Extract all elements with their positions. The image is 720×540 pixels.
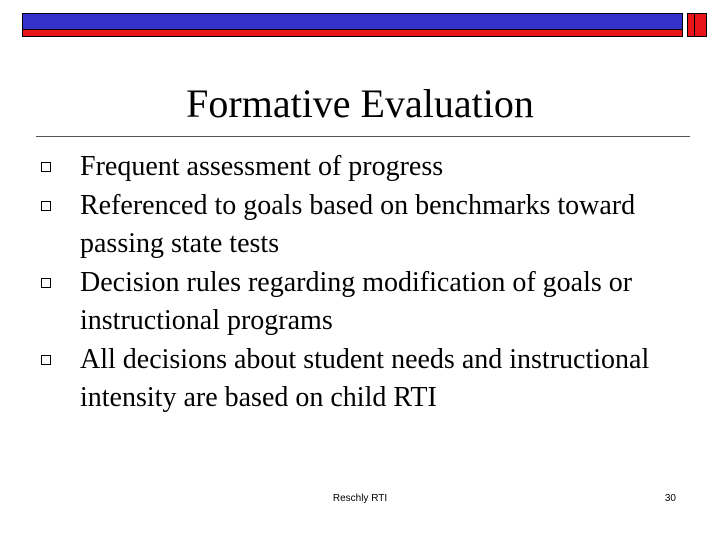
hollow-square-icon (41, 162, 51, 172)
header-blue-bar (22, 13, 683, 30)
bullet-list (36, 148, 696, 418)
header-corner-square (687, 13, 707, 37)
footer-label: Reschly RTI (332, 493, 388, 504)
bullet-text: Frequent assessment of progress (80, 151, 444, 182)
header-red-bar (22, 30, 683, 37)
bullet-text: All decisions about student needs and instructional intensity are based on child RTI (80, 344, 650, 413)
bullet-text: Decision rules regarding modification of goals or instructional programs (80, 267, 633, 336)
bullet-item (36, 148, 696, 186)
hollow-square-icon (41, 278, 51, 288)
bullet-text: Referenced to goals based on benchmarks toward passing state tests (80, 190, 636, 259)
bullet-item (36, 264, 696, 340)
bullet-item (36, 187, 696, 263)
page-number: 30 (664, 493, 676, 504)
bullet-item (36, 341, 696, 417)
title-divider (36, 136, 690, 137)
slide-title: Formative Evaluation (186, 81, 534, 126)
hollow-square-icon (41, 201, 51, 211)
hollow-square-icon (41, 355, 51, 365)
